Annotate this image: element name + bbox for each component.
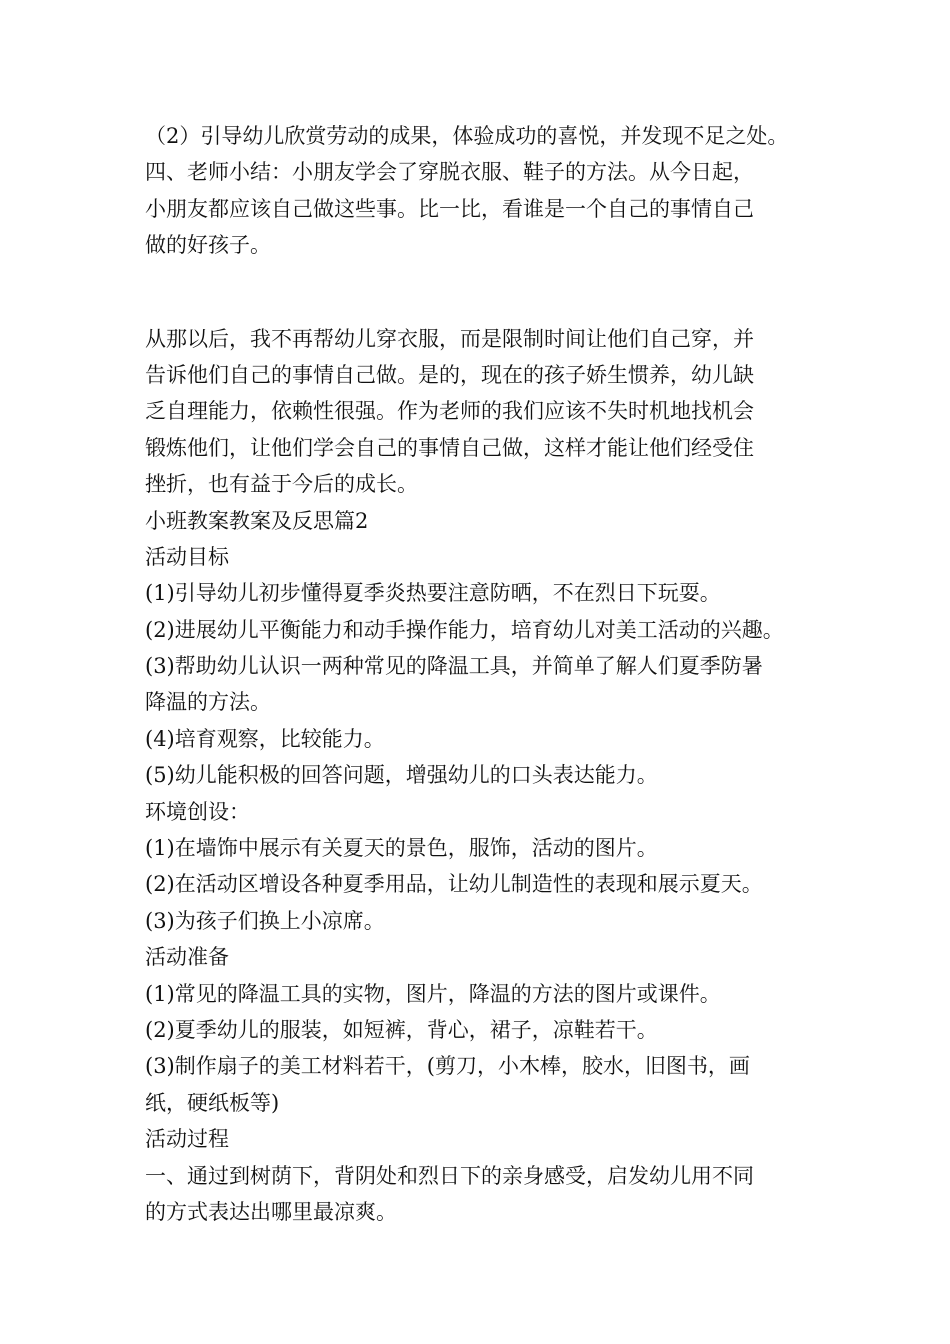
paragraph-spacer [145,264,825,321]
text-line: 一、通过到树荫下，背阴处和烈日下的亲身感受，启发幼儿用不同 [145,1163,754,1188]
list-item: (2)在活动区增设各种夏季用品，让幼儿制造性的表现和展示夏天。 [145,872,763,897]
list-item: (3)帮助幼儿认识一两种常见的降温工具，并简单了解人们夏季防暑 [145,654,763,679]
text-line: 做的好孩子。 [145,233,271,258]
text-line: （2）引导幼儿欣赏劳动的成果，体验成功的喜悦，并发现不足之处。 [145,124,789,148]
text-line: 挫折，也有益于今后的成长。 [145,472,418,497]
subheading-environment: 环境创设： [145,799,250,824]
text-line: 告诉他们自己的事情自己做。是的，现在的孩子娇生惯养，幼儿缺 [145,362,754,387]
list-item: (1)引导幼儿初步懂得夏季炎热要注意防晒，不在烈日下玩耍。 [145,581,721,606]
list-item: (1)在墙饰中展示有关夏天的景色，服饰，活动的图片。 [145,836,658,861]
text-line: 锻炼他们，让他们学会自己的事情自己做，这样才能让他们经受住 [145,435,754,460]
subheading-activity-goals: 活动目标 [145,544,229,569]
subheading-preparation: 活动准备 [145,945,229,970]
text-line: 的方式表达出哪里最凉爽。 [145,1199,397,1224]
list-item: (3)为孩子们换上小凉席。 [145,908,385,933]
list-item: (4)培育观察，比较能力。 [145,726,385,751]
text-line: 从那以后，我不再帮幼儿穿衣服，而是限制时间让他们自己穿，并 [145,326,754,351]
section-title: 小班教案教案及反思篇2 [145,508,369,533]
list-item: (5)幼儿能积极的回答问题，增强幼儿的口头表达能力。 [145,763,658,788]
list-item: (3)制作扇子的美工材料若干，(剪刀，小木棒，胶水，旧图书，画 [145,1054,750,1079]
paragraph-block-2 [145,321,825,1231]
list-item: (1)常见的降温工具的实物，图片，降温的方法的图片或课件。 [145,981,721,1006]
subheading-process: 活动过程 [145,1127,229,1152]
text-line: 四、老师小结：小朋友学会了穿脱衣服、鞋子的方法。从今日起， [145,160,754,185]
text-line: 乏自理能力，依赖性很强。作为老师的我们应该不失时机地找机会 [145,399,754,424]
paragraph-block-1 [145,118,825,264]
list-item-continuation: 纸，硬纸板等) [145,1090,280,1115]
list-item-continuation: 降温的方法。 [145,690,271,715]
document-page [145,118,825,1230]
text-line: 小朋友都应该自己做这些事。比一比，看谁是一个自己的事情自己 [145,196,754,221]
list-item: (2)进展幼儿平衡能力和动手操作能力，培育幼儿对美工活动的兴趣。 [145,617,784,642]
list-item: (2)夏季幼儿的服装，如短裤，背心，裙子，凉鞋若干。 [145,1017,658,1042]
